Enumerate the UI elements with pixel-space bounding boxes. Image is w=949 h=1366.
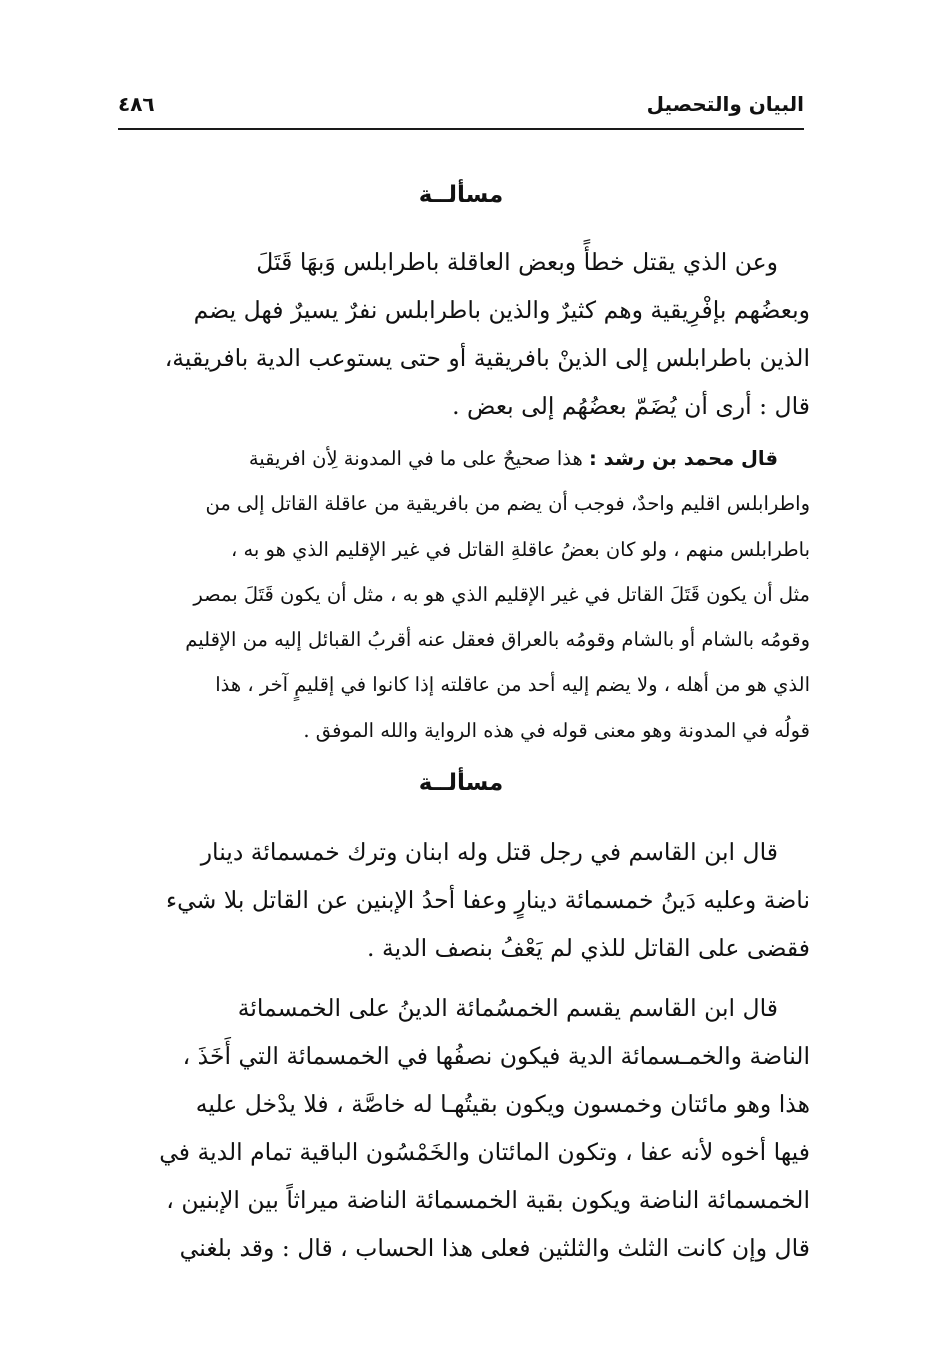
text-line — [118, 436, 810, 481]
commentator-lead: قال محمد بن رشد : — [589, 447, 778, 470]
text-line: وعن الذي يقتل خطأً وبعض العاقلة باطرابلس وَبهَا قَتَلَ — [256, 248, 778, 276]
page-number: ٤٨٦ — [118, 92, 155, 116]
text-line: قولُه في المدونة وهو معنى قوله في هذه الرواية والله الموفق . — [303, 718, 810, 742]
text-line: ناضة وعليه دَينُ خمسمائة دينارٍ وعفا أحدُ الإبنين عن القاتل بلا شيء — [166, 886, 810, 914]
text-run: هذا صحيحٌ على ما في المدونة لِأن افريقية — [248, 447, 583, 470]
text-line: الذين باطرابلس إلى الذينْ بافريقية أو حتى يستوعب الدية بافريقية، — [164, 344, 810, 372]
text-line: هذا وهو مائتان وخمسون ويكون بقيتُهـا له خاصَّة ، فلا يدْخل عليه — [195, 1090, 810, 1118]
text-line: فيها أخوه لأنه عفا ، وتكون المائتان والخَمْسُون الباقية تمام الدية في — [159, 1138, 810, 1166]
paragraph — [118, 828, 810, 972]
text-line: الخمسمائة الناضة ويكون بقية الخمسمائة الناضة ميراثاً بين الإبنين ، — [166, 1186, 810, 1214]
section-heading: مسألــة — [418, 770, 504, 796]
text-line: وقومُه بالشام أو بالشام وقومُه بالعراق فعقل عنه أقربُ القبائل إليه من الإقليم — [185, 628, 810, 652]
text-line: الذي هو من أهله ، ولا يضم إليه أحد من عاقلته إذا كانوا في إقليمٍ آخر ، هذا — [215, 673, 810, 697]
paragraph — [118, 984, 810, 1272]
text-line: قال ابن القاسم يقسم الخمسُمائة الدينُ على الخمسمائة — [237, 994, 778, 1022]
commentary-paragraph — [118, 436, 810, 753]
text-line: قال : أرى أن يُضَمّ بعضُهُم إلى بعض . — [452, 392, 810, 420]
text-line: باطرابلس منهم ، ولو كان بعضُ عاقلةِ القاتل في غير الإقليم الذي هو به ، — [230, 537, 810, 561]
paragraph — [118, 238, 810, 430]
text-line: قال ابن القاسم في رجل قتل وله ابنان وترك خمسمائة دينار — [200, 838, 778, 866]
running-header — [118, 88, 804, 130]
text-line: الناضة والخمـسمائة الدية فيكون نصفُها في الخمسمائة التي أَخَذَ ، — [182, 1042, 810, 1070]
section-heading: مسألــة — [418, 182, 504, 208]
text-line: مثل أن يكون قَتَلَ القاتل في غير الإقليم الذي هو به ، مثل أن يكون قَتَلَ بمصر — [193, 582, 810, 606]
text-line: واطرابلس اقليم واحدٌ، فوجب أن يضم من بافريقية من عاقلة القاتل إلى من — [205, 492, 810, 516]
text-line: قال وإن كانت الثلث والثلثين فعلى هذا الحساب ، قال : وقد بلغني — [179, 1234, 810, 1262]
running-title: البيان والتحصيل — [646, 92, 804, 116]
text-line: وبعضُهم بإفْرِيقية وهم كثيرٌ والذين باطرابلس نفرٌ يسيرٌ فهل يضم — [193, 296, 810, 324]
text-line: فقضى على القاتل للذي لم يَعْفُ بنصف الدية . — [367, 934, 810, 962]
